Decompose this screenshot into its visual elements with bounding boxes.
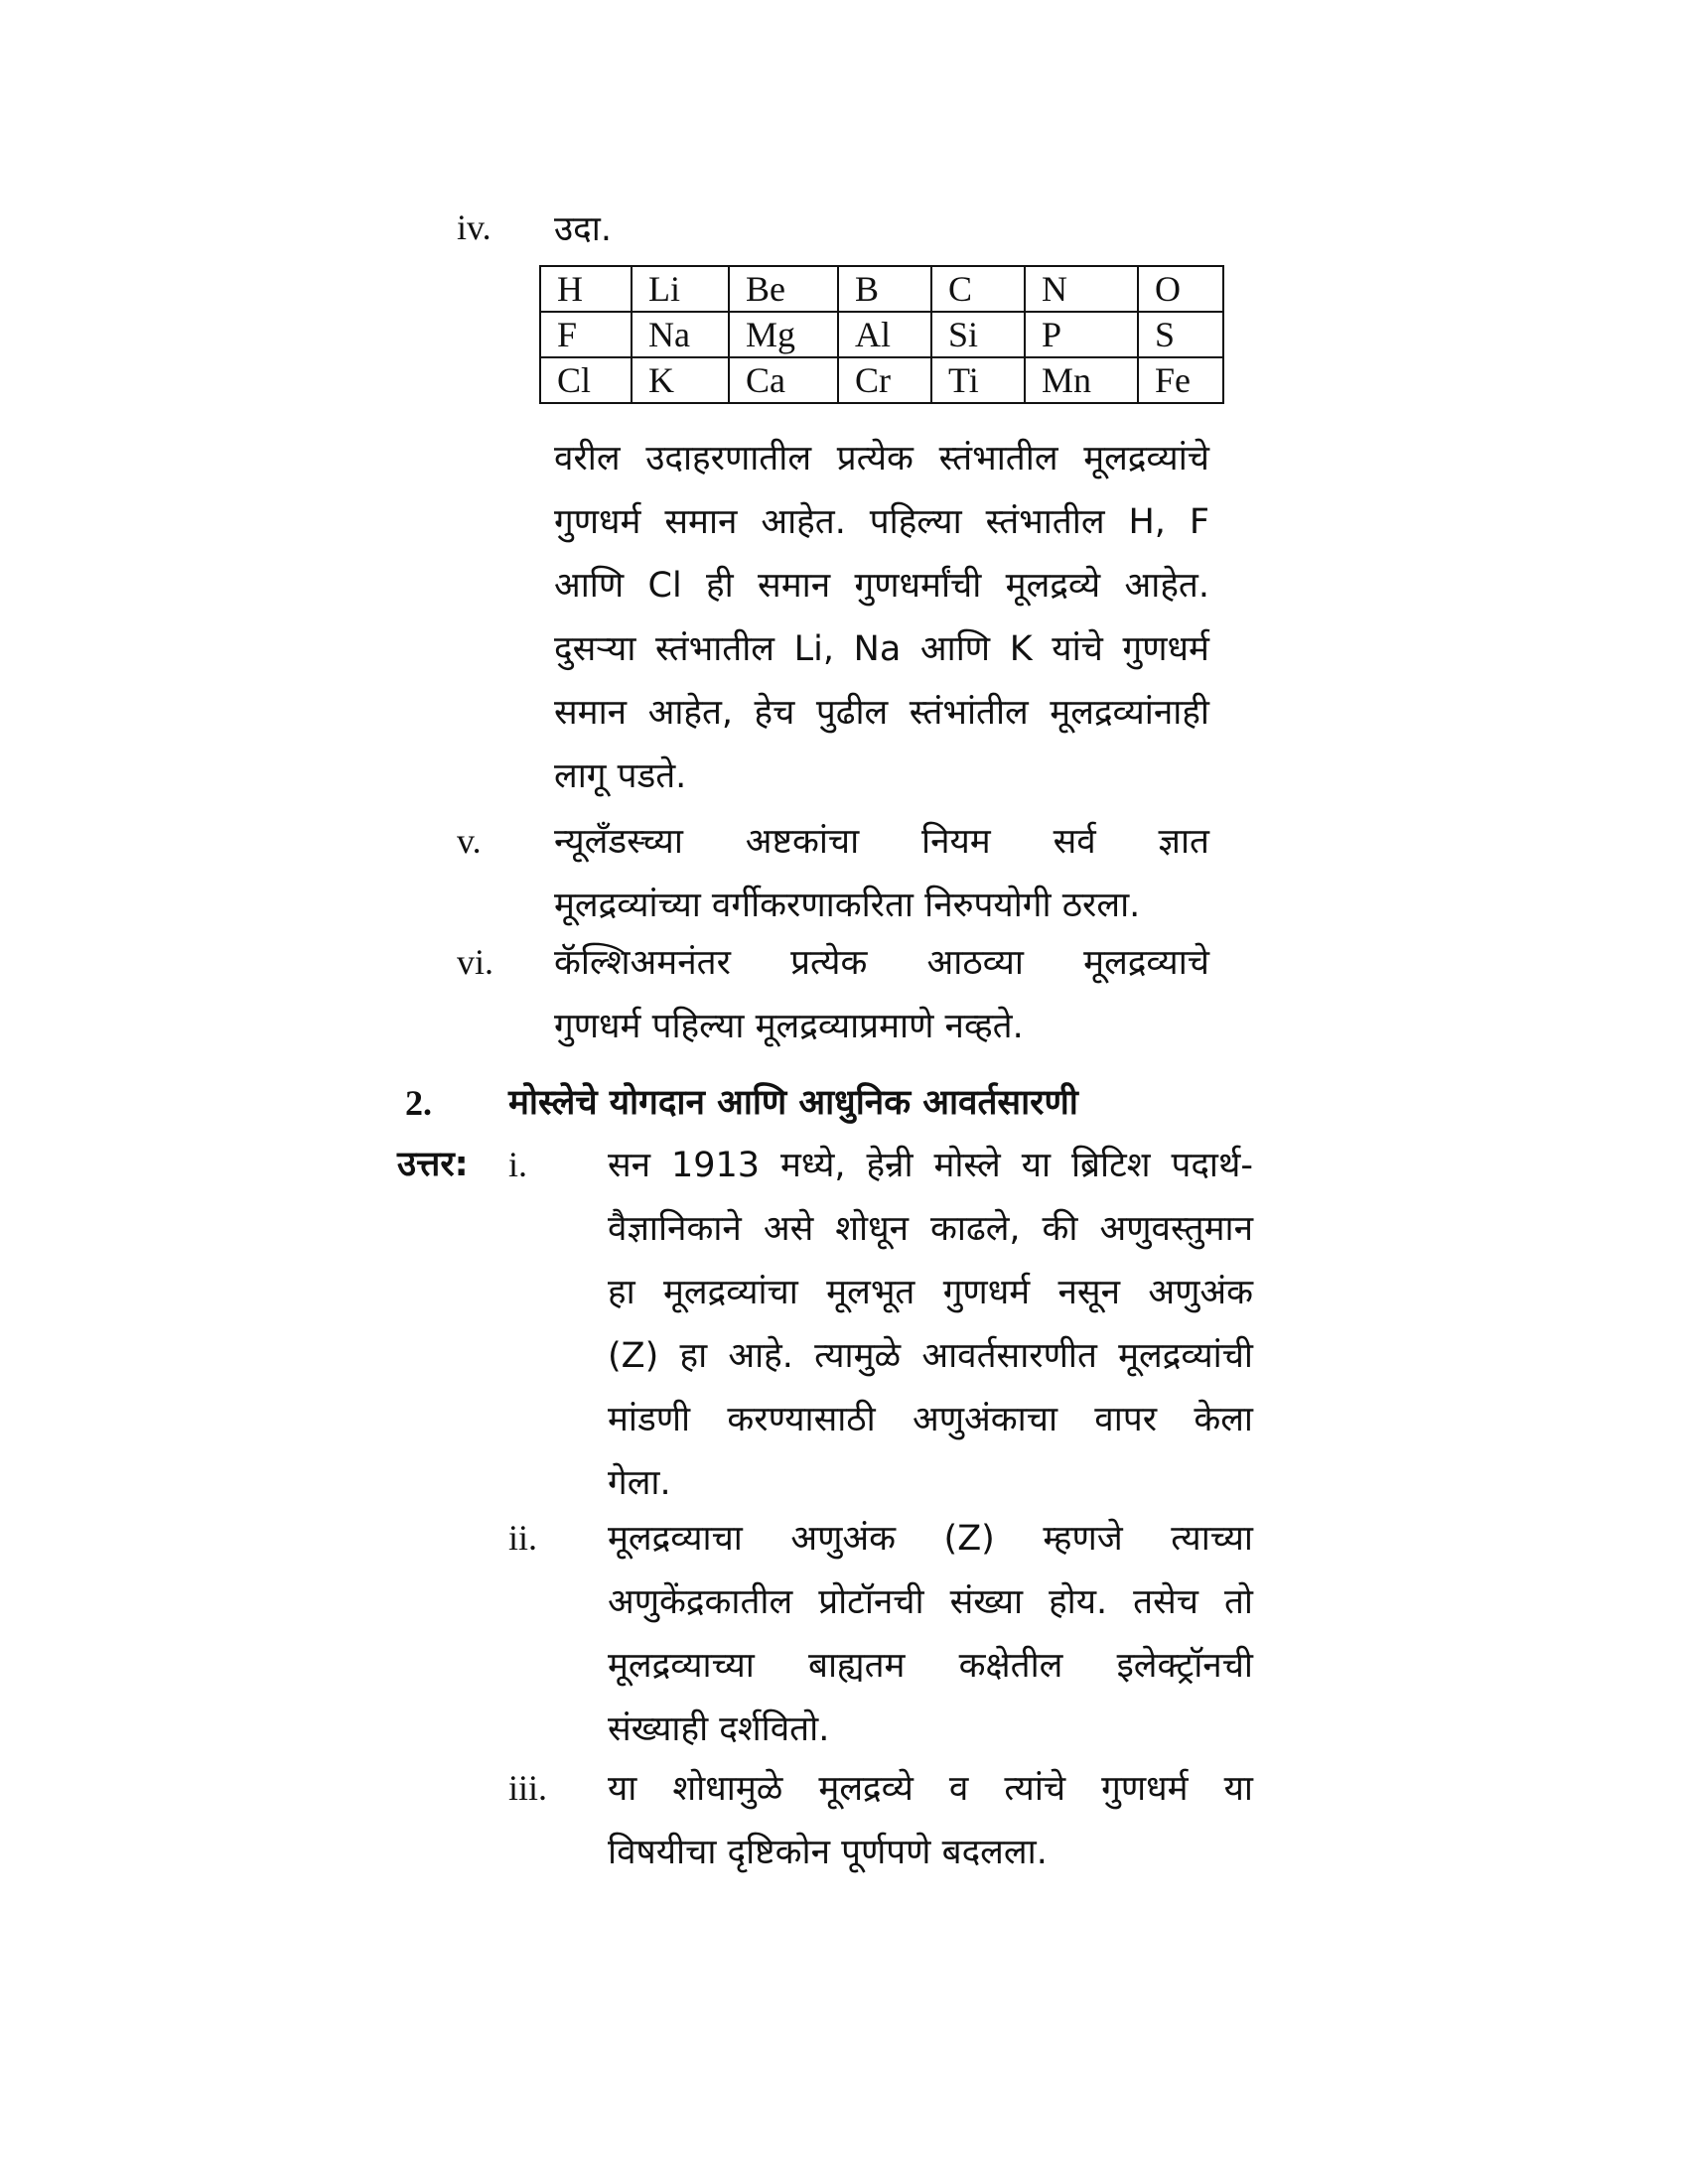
table-cell: O xyxy=(1138,266,1223,312)
paragraph-line: गेला. xyxy=(608,1463,671,1503)
item-iv-marker: iv. xyxy=(457,207,492,247)
paragraph-line: मांडणी करण्यासाठी अणुअंकाचा वापर केला xyxy=(608,1400,1253,1439)
table-cell: Ca xyxy=(729,357,838,403)
paragraph-line: दुसऱ्या स्तंभातील Li, Na आणि K यांचे गुणधर्म xyxy=(554,629,1209,669)
question-number: 2. xyxy=(405,1083,432,1123)
element-table xyxy=(539,265,1224,404)
table-cell: Na xyxy=(632,312,729,357)
paragraph-line: मूलद्रव्याचा अणुअंक (Z) म्हणजे त्याच्या xyxy=(608,1519,1253,1559)
table-cell: Cl xyxy=(540,357,632,403)
table-cell: F xyxy=(540,312,632,357)
table-cell: Si xyxy=(931,312,1025,357)
paragraph-line: या शोधामुळे मूलद्रव्ये व त्यांचे गुणधर्म या xyxy=(608,1769,1253,1809)
point-i-paragraph xyxy=(608,1134,1253,1515)
table-cell: Be xyxy=(729,266,838,312)
table-cell: Mn xyxy=(1025,357,1138,403)
paragraph-line: वरील उदाहरणातील प्रत्येक स्तंभातील मूलद्रव्यांचे xyxy=(554,439,1209,478)
table-row xyxy=(540,357,1223,403)
table-cell: S xyxy=(1138,312,1223,357)
paragraph-line: कॅल्शिअमनंतर प्रत्येक आठव्या मूलद्रव्याचे xyxy=(554,943,1209,983)
paragraph-line: वैज्ञानिकाने असे शोधून काढले, की अणुवस्तुमान xyxy=(608,1209,1253,1249)
paragraph-line: गुणधर्म पहिल्या मूलद्रव्याप्रमाणे नव्हते. xyxy=(554,1007,1024,1046)
table-cell: N xyxy=(1025,266,1138,312)
table-row xyxy=(540,312,1223,357)
table-cell: C xyxy=(931,266,1025,312)
paragraph-line: आणि Cl ही समान गुणधर्मांची मूलद्रव्ये आहेत. xyxy=(554,566,1209,606)
item-iv-paragraph xyxy=(554,427,1209,808)
paragraph-line: अणुकेंद्रकातील प्रोटॉनची संख्या होय. तसेच तो xyxy=(608,1582,1253,1622)
paragraph-line: विषयीचा दृष्टिकोन पूर्णपणे बदलला. xyxy=(608,1833,1048,1872)
table-cell: Li xyxy=(632,266,729,312)
paragraph-line: गुणधर्म समान आहेत. पहिल्या स्तंभातील H, F xyxy=(554,502,1209,542)
point-iii-marker: iii. xyxy=(508,1768,548,1808)
item-vi-paragraph xyxy=(554,931,1209,1058)
paragraph-line: समान आहेत, हेच पुढील स्तंभांतील मूलद्रव्यांनाही xyxy=(554,693,1209,733)
point-i-marker: i. xyxy=(508,1145,528,1184)
item-v-marker: v. xyxy=(457,821,482,861)
table-cell: P xyxy=(1025,312,1138,357)
answer-label: उत्तर: xyxy=(397,1145,469,1184)
table-row xyxy=(540,266,1223,312)
paragraph-line: संख्याही दर्शवितो. xyxy=(608,1709,830,1749)
table-cell: Al xyxy=(838,312,931,357)
table-cell: K xyxy=(632,357,729,403)
table-cell: Cr xyxy=(838,357,931,403)
paragraph-line: सन 1913 मध्ये, हेन्री मोस्ले या ब्रिटिश पदार्थ- xyxy=(608,1146,1253,1185)
item-v-paragraph xyxy=(554,810,1209,937)
table-cell: Fe xyxy=(1138,357,1223,403)
table-cell: H xyxy=(540,266,632,312)
paragraph-line: हा मूलद्रव्यांचा मूलभूत गुणधर्म नसून अणुअंक xyxy=(608,1273,1253,1312)
point-ii-paragraph xyxy=(608,1507,1253,1761)
table-cell: Mg xyxy=(729,312,838,357)
paragraph-line: न्यूलँडस्च्या अष्टकांचा नियम सर्व ज्ञात xyxy=(554,822,1209,862)
paragraph-line: मूलद्रव्याच्या बाह्यतम कक्षेतील इलेक्ट्रॉनची xyxy=(608,1646,1253,1686)
paragraph-line: लागू पडते. xyxy=(554,756,687,796)
item-vi-marker: vi. xyxy=(457,942,494,982)
item-iv-lead: उदा. xyxy=(554,209,612,249)
question-title: मोस्लेचे योगदान आणि आधुनिक आवर्तसारणी xyxy=(508,1083,1078,1123)
table-cell: B xyxy=(838,266,931,312)
point-ii-marker: ii. xyxy=(508,1518,538,1558)
table-cell: Ti xyxy=(931,357,1025,403)
paragraph-line: (Z) हा आहे. त्यामुळे आवर्तसारणीत मूलद्रव्यांची xyxy=(608,1336,1253,1376)
point-iii-paragraph xyxy=(608,1757,1253,1884)
paragraph-line: मूलद्रव्यांच्या वर्गीकरणाकरिता निरुपयोगी ठरला. xyxy=(554,886,1141,925)
